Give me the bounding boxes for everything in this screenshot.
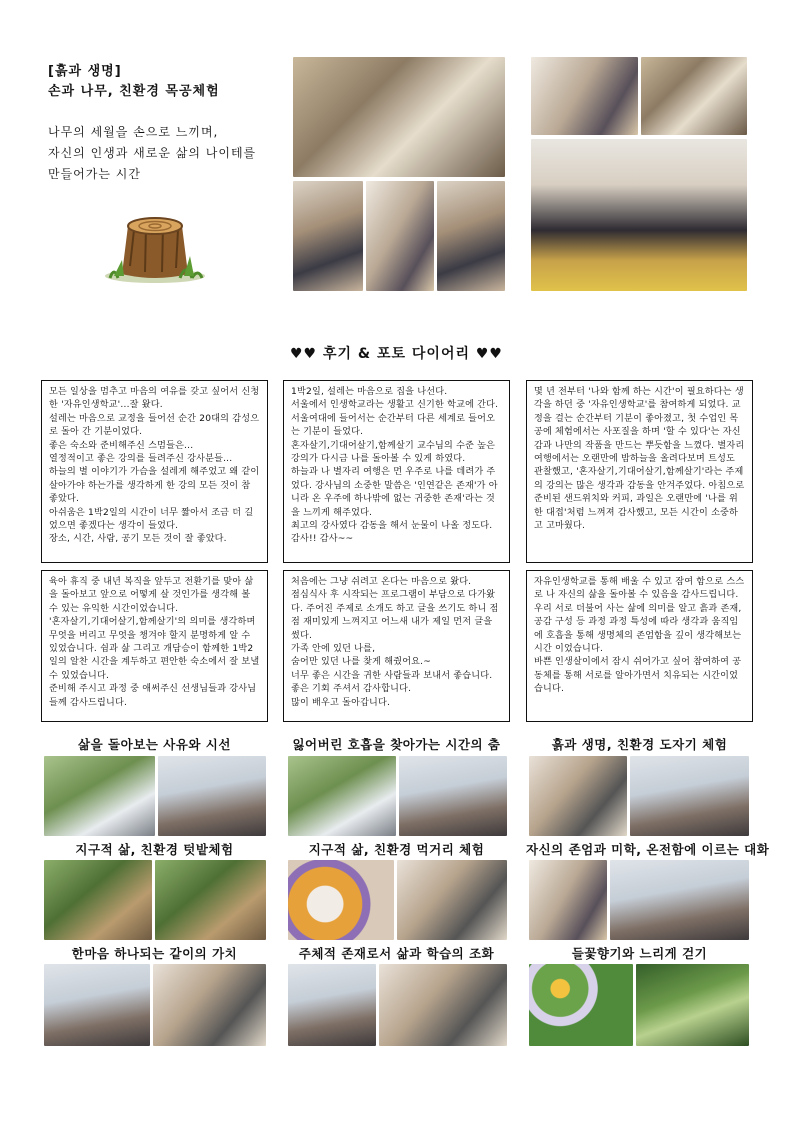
review-card xyxy=(41,380,268,563)
intro-line: 나무의 세월을 손으로 느끼며, xyxy=(48,125,219,139)
woodwork-photo xyxy=(531,57,638,135)
gallery-caption: 잃어버린 호흡을 찾아가는 시간의 춤 xyxy=(292,737,501,752)
gallery-photo xyxy=(288,964,376,1046)
gallery-photo xyxy=(44,756,155,836)
gallery-caption: 자신의 존엄과 미학, 온전함에 이르는 대화 xyxy=(526,842,770,857)
gallery-caption: 지구적 삶, 친환경 텃밭체험 xyxy=(75,842,234,857)
gallery-caption: 한마음 하나되는 같이의 가치 xyxy=(71,946,238,961)
gallery-caption: 지구적 삶, 친환경 먹거리 체험 xyxy=(308,842,485,857)
review-card xyxy=(526,380,753,563)
intro-line: 만들어가는 시간 xyxy=(48,167,141,181)
review-text: 1박2일, 설레는 마음으로 집을 나선다. 서울에서 인생학교라는 생활고 신기한 학교에 간다. 서울여대에 들어서는 순간부터 다른 세계로 들어오는 기분이 들었다. 혼자살기,기대어살기,함께살기 교수님의 수준 높은 강의가 다시금 나를 돌아볼 수 있게 하였다. 하늘과 나 별자리 여행은 먼 우주로 나를 데려가 주었다. 강사님의 소중한 말씀은 '인연같은 존재'가 아니라 온 우주에 하나밖에 없는 귀중한 존재'라는 것을 느끼게 해주었다. 최고의 강사였다 감동을 해서 눈물이 나올 정도다. 감사!! 감사~~ xyxy=(291,387,499,545)
intro-description xyxy=(48,122,256,185)
woodwork-photo xyxy=(641,57,747,135)
review-card xyxy=(283,570,510,722)
woodwork-photo xyxy=(293,57,505,177)
review-text: 육아 휴직 중 내년 복직을 앞두고 전환기를 맞아 삶을 돌아보고 앞으로 어떻게 살 것인가를 생각해 볼 수 있는 유익한 시간이었습니다. '혼자살기,기대어살기,함께살기'의 의미를 생각하며 무엇을 버리고 무엇을 챙겨야 할지 분명하게 알 수 있었습니다. 쉼과 삶 그리고 개담승이 함께한 1박2일의 알찬 시간을 계두하고 편안한 숙소에서 잘 보낼 수 있었습니다. 준비해 주시고 과정 중 애써주신 선생님들과 강사님들께 감사드립니다. xyxy=(49,577,260,708)
gallery-photo xyxy=(399,756,507,836)
woodwork-photo xyxy=(366,181,434,291)
page-title: 손과 나무, 친환경 목공체험 xyxy=(48,84,220,99)
review-text: 모든 일상을 멈추고 마음의 여유를 갖고 싶어서 신청한 '자유인생학교'...잘 왔다. 설레는 마음으로 교정을 들어선 순간 20대의 감성으로 돌아 간 기분이었다. 좋은 숙소와 준비해주신 스멈들은... 열정적이고 좋은 강의를 들려주신 강사분들... 하늘의 별 이야기가 가슴을 설레게 해주었고 왜 같이 살아가야 하는가를 생각하게 한 강의 모든 것이 참 좋았다. 아쉬움은 1박2일의 시간이 너무 짧아서 조금 더 길었으면 좋겠다는 생각이 들었다. 장소, 시간, 사람, 공기 모든 것이 잘 좋았다. xyxy=(49,387,260,545)
section-heading: ♥♥ 후기 & 포토 다이어리 ♥♥ xyxy=(290,346,503,362)
review-card xyxy=(41,570,268,722)
review-text: 몇 년 전부터 '나와 함께 하는 시간'이 필요하다는 생각을 하던 중 '자유인생학교'를 참여하게 되었다. 교정을 걸는 순간부터 기분이 좋아졌고, 첫 수업인 목공에 체험에서는 사포질을 하며 '할 수 있다'는 자신감과 나만의 작품을 만드는 뿌듯함을 느꼈다. 별자리 여행에서는 오랜만에 밤하늘을 올려다보며 트성도 관찰했고, '혼자살기,기대어살기,함께살기'라는 주제의 강의는 많은 생각과 감동을 안겨주었다. 아침으로 준비된 샌드위치와 커피, 과일은 오랜만에 '나를 위한 대접'처럼 느껴져 감사했고, 모든 시간이 소중하고 고마웠다. xyxy=(534,387,748,532)
gallery-photo xyxy=(288,860,394,940)
gallery-caption: 들꽃향기와 느리게 걷기 xyxy=(571,946,708,961)
review-card xyxy=(526,570,753,722)
gallery-caption: 흙과 생명, 친환경 도자기 체험 xyxy=(551,737,728,752)
gallery-caption: 주체적 존재로서 삶과 학습의 조화 xyxy=(298,946,495,961)
gallery-photo xyxy=(379,964,507,1046)
intro-line: 자신의 인생과 새로운 삶의 나이테를 xyxy=(48,146,257,160)
gallery-photo xyxy=(636,964,749,1046)
review-card xyxy=(283,380,510,563)
gallery-photo xyxy=(529,756,627,836)
woodwork-photo xyxy=(293,181,363,291)
gallery-photo xyxy=(529,860,607,940)
woodwork-photo xyxy=(437,181,505,291)
review-text: 처음에는 그냥 쉬려고 온다는 마음으로 왔다. 점심식사 후 시작되는 프로그램이 부담으로 다가왔다. 주어진 주제로 소개도 하고 글을 쓰기도 하니 점점 재미있게 느껴지고 어느새 내가 제일 먼저 글을 썼다. 가족 안에 있던 나를, 숨어만 있던 나를 찾게 해줬어요.~ 너무 좋은 시간을 귀한 사람들과 보내서 좋습니다. 좋은 기회 주셔서 감사합니다. 많이 배우고 돌아갑니다. xyxy=(291,577,499,708)
gallery-photo xyxy=(153,964,266,1046)
gallery-caption: 삶을 돌아보는 사유와 시선 xyxy=(78,737,231,752)
gallery-photo xyxy=(288,756,396,836)
gallery-photo xyxy=(630,756,749,836)
review-text: 자유인생학교를 통해 배울 수 있고 잠여 함으로 스스로 나 자신의 삶을 돌아볼 수 있음을 감사드립니다. 우리 서로 더불어 사는 삶에 의미를 알고 흙과 존재, 공감 구성 등 과정 과정 특성에 따라 생각과 움직임에 호흡을 통해 생명체의 존엄함을 깊이 생각해보는 시간 이었습니다. 바쁜 인생살이에서 잠시 쉬어가고 싶어 참여하여 공동체를 통해 서로를 알아가면서 치유되는 시간이었습니다. xyxy=(534,577,745,695)
gallery-photo xyxy=(158,756,266,836)
gallery-photo xyxy=(397,860,507,940)
group-photo xyxy=(531,139,747,291)
section-tag: [흙과 생명] xyxy=(48,64,122,79)
gallery-photo xyxy=(44,860,152,940)
gallery-photo xyxy=(44,964,150,1046)
gallery-photo xyxy=(529,964,633,1046)
gallery-photo xyxy=(610,860,749,940)
tree-stump-illustration xyxy=(100,196,210,286)
gallery-photo xyxy=(155,860,266,940)
